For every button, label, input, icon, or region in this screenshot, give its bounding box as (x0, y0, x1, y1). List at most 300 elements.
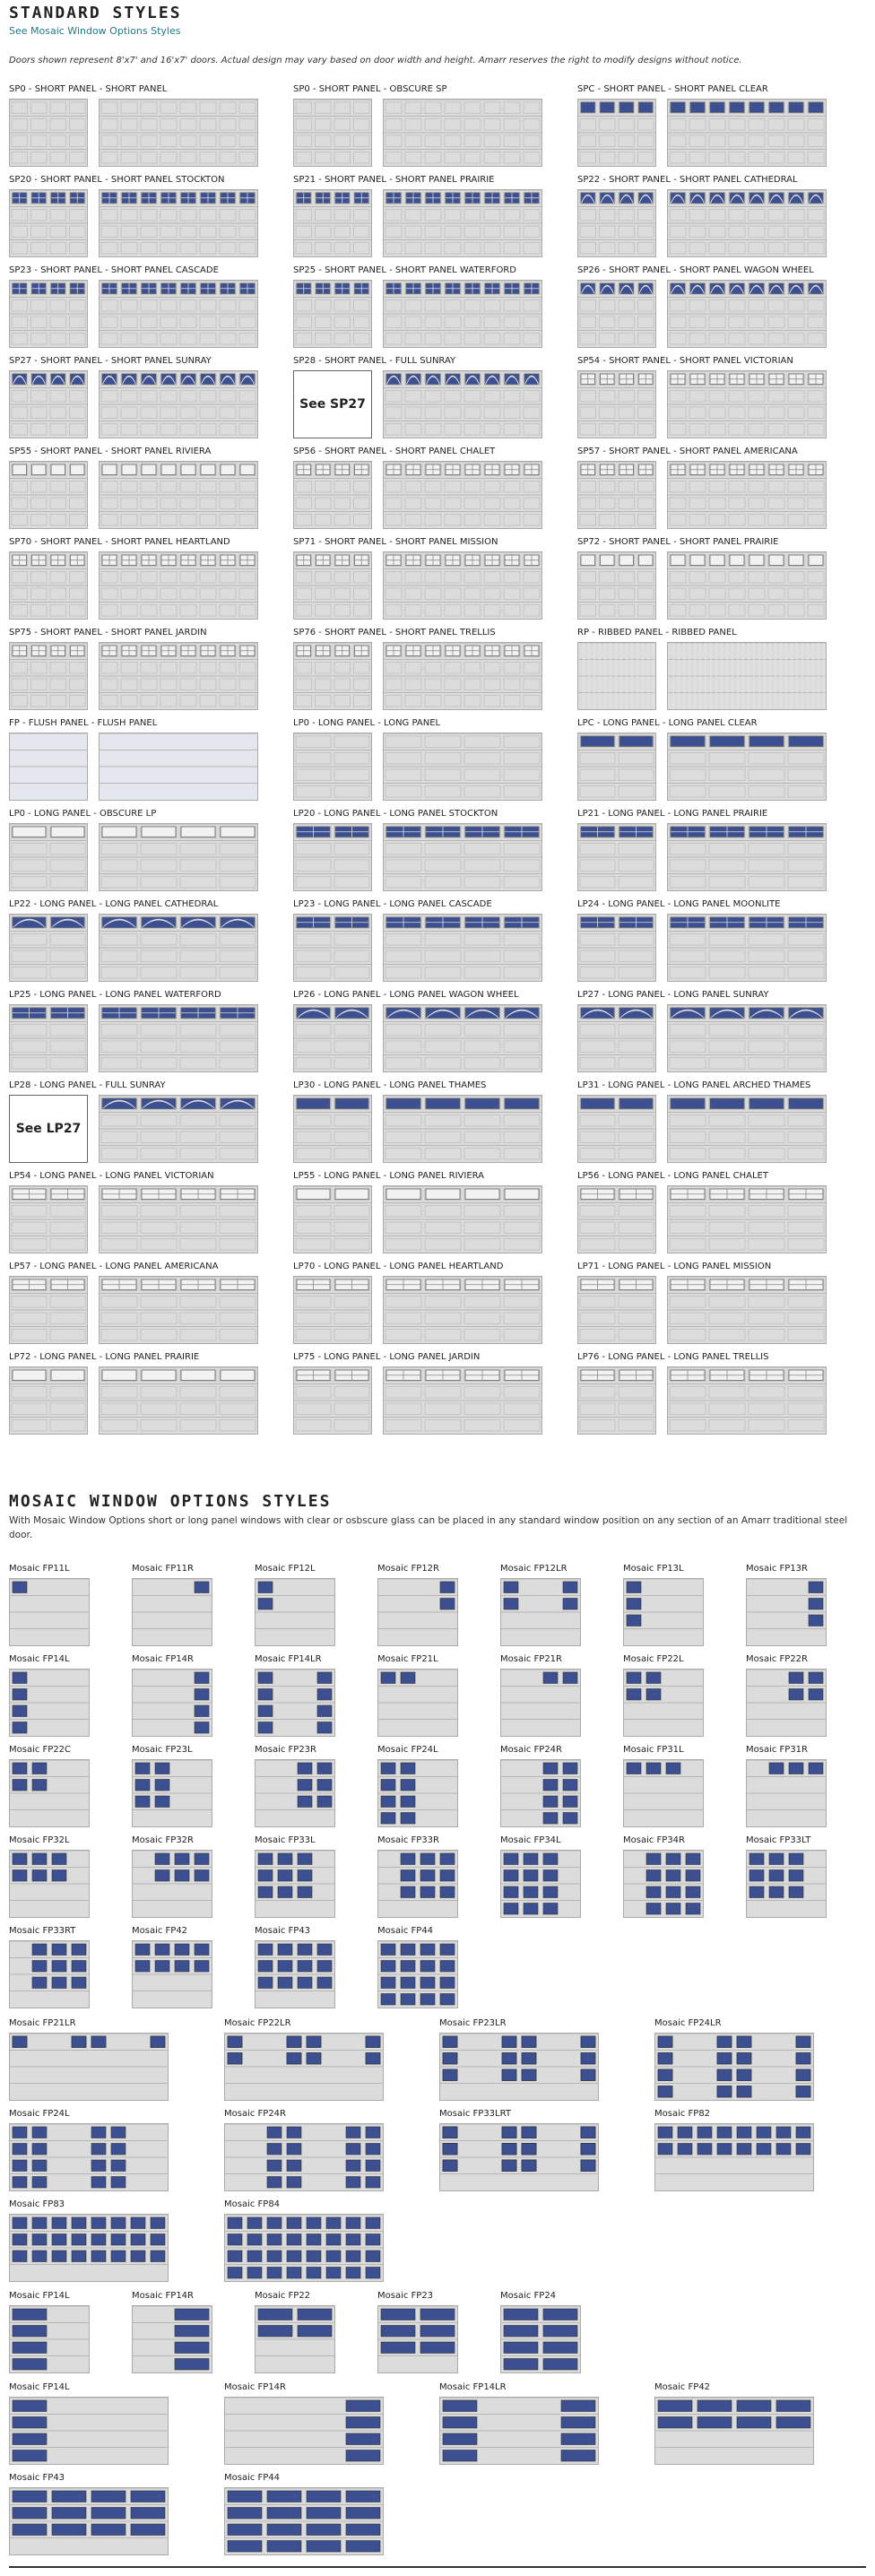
mosaic-door-image (10, 2398, 168, 2464)
mosaic-style-item[interactable] (623, 1835, 707, 1920)
mosaic-door-image (378, 1670, 457, 1736)
single-door (577, 189, 656, 257)
mosaic-style-item[interactable] (9, 2473, 172, 2557)
mosaic-style-label: Mosaic FP12L (255, 1564, 316, 1574)
door-style-item[interactable] (293, 447, 567, 531)
mosaic-style-item[interactable] (9, 1835, 93, 1920)
door-image (384, 1005, 541, 1071)
single-door (293, 1276, 372, 1344)
single-door (577, 823, 656, 891)
mosaic-style-item[interactable] (623, 1564, 707, 1648)
mosaic-style-item[interactable] (439, 2109, 602, 2193)
mosaic-door-image (624, 1670, 703, 1736)
mosaic-door (132, 1940, 212, 2008)
mosaic-door (9, 2487, 169, 2555)
door-image (668, 733, 826, 800)
mosaic-door-image (747, 1579, 826, 1645)
mosaic-door (623, 1759, 704, 1827)
mosaic-door (132, 1850, 212, 1918)
door-image (578, 915, 655, 981)
mosaic-style-item[interactable] (132, 1745, 216, 1829)
door-style-item[interactable] (293, 990, 567, 1074)
mosaic-door-image (256, 2306, 334, 2372)
mosaic-door-image (747, 1851, 826, 1917)
door-image (100, 462, 257, 528)
mosaic-styles-link[interactable]: See Mosaic Window Options Styles (9, 25, 181, 37)
mosaic-door-image (440, 2124, 598, 2190)
door-style-item[interactable] (577, 628, 851, 712)
mosaic-door-image (440, 2034, 598, 2100)
mosaic-style-item[interactable] (654, 2018, 818, 2103)
door-style-item[interactable] (577, 84, 851, 169)
mosaic-door (255, 1759, 335, 1827)
double-door (99, 642, 258, 710)
mosaic-style-item[interactable] (377, 1654, 462, 1739)
mosaic-style-item[interactable] (500, 1745, 585, 1829)
mosaic-door-image (256, 1579, 334, 1645)
door-style-item[interactable] (9, 447, 282, 531)
mosaic-door-image (501, 2306, 580, 2372)
door-style-item[interactable] (9, 628, 282, 712)
door-image (578, 100, 655, 166)
mosaic-style-item[interactable] (377, 1835, 462, 1920)
mosaic-style-label: Mosaic FP32R (132, 1835, 194, 1845)
mosaic-style-item[interactable] (132, 1926, 216, 2010)
single-door (293, 189, 372, 257)
mosaic-door-image (133, 1941, 212, 2008)
double-door (667, 99, 827, 167)
single-door (577, 280, 656, 348)
see-reference[interactable]: See LP27 (9, 1095, 88, 1163)
door-style-label: SP72 - SHORT PANEL - SHORT PANEL PRAIRIE (577, 537, 779, 547)
door-style-item[interactable] (293, 809, 567, 893)
mosaic-style-label: Mosaic FP21L (377, 1654, 438, 1664)
door-style-item[interactable] (9, 84, 282, 169)
door-style-item[interactable] (293, 1080, 567, 1165)
mosaic-style-item[interactable] (255, 1564, 339, 1648)
mosaic-style-label: Mosaic FP11L (9, 1564, 70, 1574)
single-door (293, 823, 372, 891)
double-door (383, 1095, 542, 1163)
double-door (667, 914, 827, 982)
door-style-label: LP20 - LONG PANEL - LONG PANEL STOCKTON (293, 809, 498, 819)
mosaic-style-label: Mosaic FP42 (132, 1926, 188, 1936)
mosaic-style-label: Mosaic FP11R (132, 1564, 194, 1574)
mosaic-style-label: Mosaic FP33LT (746, 1835, 811, 1845)
mosaic-style-label: Mosaic FP14L (9, 1654, 70, 1664)
door-style-item[interactable] (293, 899, 567, 984)
single-door (577, 733, 656, 801)
mosaic-style-item[interactable] (255, 2291, 339, 2375)
mosaic-style-item[interactable] (224, 2382, 387, 2467)
door-style-label: LP21 - LONG PANEL - LONG PANEL PRAIRIE (577, 809, 768, 819)
see-reference[interactable]: See SP27 (293, 370, 372, 438)
mosaic-style-label: Mosaic FP22L (623, 1654, 684, 1664)
door-style-item[interactable] (293, 175, 567, 259)
door-style-label: LP57 - LONG PANEL - LONG PANEL AMERICANA (9, 1262, 219, 1271)
door-style-item[interactable] (9, 990, 282, 1074)
mosaic-door-image (501, 1760, 580, 1826)
door-style-item[interactable] (9, 809, 282, 893)
mosaic-door-image (10, 2306, 89, 2372)
door-image (294, 1186, 371, 1253)
door-image (668, 1005, 826, 1071)
single-door (293, 1095, 372, 1163)
door-image (578, 462, 655, 528)
mosaic-style-item[interactable] (746, 1564, 830, 1648)
door-style-item[interactable] (9, 718, 282, 802)
door-image (578, 824, 655, 890)
mosaic-door (9, 1759, 90, 1827)
door-style-item[interactable] (577, 447, 851, 531)
door-image (10, 1186, 87, 1253)
mosaic-style-item[interactable] (746, 1654, 830, 1739)
door-style-item[interactable] (577, 899, 851, 984)
mosaic-door (9, 1578, 90, 1646)
door-style-item[interactable] (9, 1171, 282, 1255)
door-image (668, 1096, 826, 1162)
door-style-item[interactable] (293, 1171, 567, 1255)
mosaic-door-image (10, 2215, 168, 2281)
door-style-label: LP26 - LONG PANEL - LONG PANEL WAGON WHEEL (293, 990, 519, 1000)
door-style-item[interactable] (9, 356, 282, 440)
double-door (383, 461, 542, 529)
door-image (294, 915, 371, 981)
mosaic-style-item[interactable] (9, 1926, 93, 2010)
door-image (384, 824, 541, 890)
mosaic-door-image (378, 2306, 457, 2372)
mosaic-style-item[interactable] (9, 1564, 93, 1648)
door-image (578, 1367, 655, 1434)
mosaic-style-item[interactable] (377, 1745, 462, 1829)
mosaic-door-image (10, 1579, 89, 1645)
door-style-item[interactable] (293, 1352, 567, 1436)
mosaic-door (377, 1669, 458, 1737)
door-style-item[interactable] (9, 1080, 282, 1165)
mosaic-styles-heading: MOSAIC WINDOW OPTIONS STYLES (9, 1492, 332, 1511)
door-style-item[interactable] (9, 175, 282, 259)
mosaic-door-image (378, 1760, 457, 1826)
door-style-label: LPC - LONG PANEL - LONG PANEL CLEAR (577, 718, 758, 728)
double-door (99, 733, 258, 801)
door-style-item[interactable] (577, 175, 851, 259)
mosaic-style-item[interactable] (654, 2382, 818, 2467)
mosaic-intro: With Mosaic Window Options short or long panel windows with clear or osbscure glass can be placed in any standard window position on any section of an Amarr traditional steel door. (9, 1515, 848, 1540)
mosaic-style-item[interactable] (9, 2109, 172, 2193)
door-image (100, 1277, 257, 1343)
door-image (384, 281, 541, 347)
mosaic-style-label: Mosaic FP84 (224, 2199, 281, 2209)
door-style-label: SP20 - SHORT PANEL - SHORT PANEL STOCKTON (9, 175, 225, 185)
single-door (577, 914, 656, 982)
mosaic-style-label: Mosaic FP12R (377, 1564, 439, 1574)
door-style-item[interactable] (293, 537, 567, 621)
mosaic-style-item[interactable] (377, 2291, 462, 2375)
door-style-label: LP55 - LONG PANEL - LONG PANEL RIVIERA (293, 1171, 485, 1181)
double-door (99, 280, 258, 348)
single-door (577, 551, 656, 620)
door-image (294, 281, 371, 347)
double-door (383, 733, 542, 801)
single-door (577, 1276, 656, 1344)
mosaic-door (9, 2033, 169, 2101)
door-image (578, 1277, 655, 1343)
door-image (578, 1186, 655, 1253)
door-style-label: SP21 - SHORT PANEL - SHORT PANEL PRAIRIE (293, 175, 495, 185)
mosaic-door-image (10, 1851, 89, 1917)
mosaic-door-image (378, 1579, 457, 1645)
door-style-item[interactable] (577, 990, 851, 1074)
door-style-item[interactable] (9, 1262, 282, 1346)
mosaic-style-item[interactable] (132, 1564, 216, 1648)
single-door (9, 280, 88, 348)
mosaic-style-label: Mosaic FP14R (224, 2382, 286, 2392)
mosaic-style-item[interactable] (377, 1564, 462, 1648)
single-door (577, 1004, 656, 1072)
mosaic-style-label: Mosaic FP21LR (9, 2018, 76, 2028)
double-door (99, 1185, 258, 1253)
mosaic-door-image (225, 2124, 383, 2190)
mosaic-style-item[interactable] (224, 2018, 387, 2103)
mosaic-door (654, 2033, 814, 2101)
door-image (100, 733, 257, 800)
door-style-item[interactable] (293, 1262, 567, 1346)
door-style-label: SP27 - SHORT PANEL - SHORT PANEL SUNRAY (9, 356, 212, 366)
door-image (10, 643, 87, 709)
door-image (294, 552, 371, 619)
door-image (384, 371, 541, 438)
single-door (293, 642, 372, 710)
mosaic-door-image (133, 1760, 212, 1826)
door-image (294, 100, 371, 166)
single-door (9, 189, 88, 257)
mosaic-door (746, 1759, 827, 1827)
door-image (578, 552, 655, 619)
single-door (577, 99, 656, 167)
mosaic-style-item[interactable] (439, 2018, 602, 2103)
mosaic-style-item[interactable] (9, 2291, 93, 2375)
door-image (10, 915, 87, 981)
door-image (384, 1186, 541, 1253)
door-image (100, 100, 257, 166)
mosaic-style-item[interactable] (224, 2473, 387, 2557)
single-door (9, 1366, 88, 1435)
mosaic-door-image (624, 1760, 703, 1826)
door-style-item[interactable] (577, 1171, 851, 1255)
mosaic-style-item[interactable] (746, 1835, 830, 1920)
door-image (384, 1367, 541, 1434)
mosaic-style-item[interactable] (132, 1654, 216, 1739)
bottom-divider (9, 2566, 866, 2568)
mosaic-style-label: Mosaic FP83 (9, 2199, 65, 2209)
mosaic-style-item[interactable] (500, 2291, 585, 2375)
mosaic-door (746, 1578, 827, 1646)
single-door (577, 1185, 656, 1253)
mosaic-door-image (225, 2398, 383, 2464)
mosaic-style-label: Mosaic FP23 (377, 2291, 434, 2301)
door-style-item[interactable] (577, 265, 851, 350)
double-door (383, 280, 542, 348)
double-door (667, 461, 827, 529)
double-door (383, 370, 542, 438)
mosaic-style-item[interactable] (654, 2109, 818, 2193)
mosaic-style-item[interactable] (623, 1745, 707, 1829)
door-style-label: LP56 - LONG PANEL - LONG PANEL CHALET (577, 1171, 768, 1181)
door-image (100, 190, 257, 256)
mosaic-style-item[interactable] (500, 1835, 585, 1920)
mosaic-style-item[interactable] (255, 1654, 339, 1739)
door-image (10, 1277, 87, 1343)
single-door (293, 551, 372, 620)
door-image (100, 915, 257, 981)
door-image (294, 1096, 371, 1162)
door-image (10, 733, 87, 800)
mosaic-door (623, 1850, 704, 1918)
door-image (668, 462, 826, 528)
double-door (99, 99, 258, 167)
mosaic-door (500, 1759, 581, 1827)
mosaic-door (500, 1850, 581, 1918)
double-door (99, 1095, 258, 1163)
door-style-label: LP24 - LONG PANEL - LONG PANEL MOONLITE (577, 899, 781, 909)
mosaic-style-label: Mosaic FP42 (654, 2382, 711, 2392)
double-door (667, 823, 827, 891)
door-style-item[interactable] (9, 265, 282, 350)
single-door (577, 1366, 656, 1435)
door-style-item[interactable] (293, 718, 567, 802)
door-style-label: SP71 - SHORT PANEL - SHORT PANEL MISSION (293, 537, 498, 547)
door-style-item[interactable] (577, 1080, 851, 1165)
mosaic-door-image (10, 2488, 168, 2554)
mosaic-door-image (378, 1941, 457, 2008)
door-image (100, 1367, 257, 1434)
mosaic-door (500, 1669, 581, 1737)
mosaic-style-item[interactable] (623, 1654, 707, 1739)
mosaic-style-item[interactable] (9, 2018, 172, 2103)
mosaic-style-item[interactable] (132, 1835, 216, 1920)
mosaic-style-item[interactable] (746, 1745, 830, 1829)
mosaic-door-image (747, 1670, 826, 1736)
mosaic-door (500, 2305, 581, 2373)
mosaic-style-item[interactable] (132, 2291, 216, 2375)
door-image (668, 281, 826, 347)
door-style-item[interactable] (293, 628, 567, 712)
door-style-label: SP23 - SHORT PANEL - SHORT PANEL CASCADE (9, 265, 219, 275)
mosaic-door-image (378, 1851, 457, 1917)
mosaic-door (132, 1759, 212, 1827)
double-door (667, 1004, 827, 1072)
double-door (667, 1095, 827, 1163)
mosaic-door (623, 1578, 704, 1646)
mosaic-style-item[interactable] (9, 1654, 93, 1739)
mosaic-door (224, 2397, 384, 2465)
mosaic-door (255, 2305, 335, 2373)
mosaic-style-label: Mosaic FP12LR (500, 1564, 567, 1574)
double-door (667, 1276, 827, 1344)
door-style-item[interactable] (293, 84, 567, 169)
door-style-item[interactable] (9, 1352, 282, 1436)
door-style-item[interactable] (577, 718, 851, 802)
door-image (10, 190, 87, 256)
door-style-item[interactable] (577, 356, 851, 440)
door-image (578, 281, 655, 347)
double-door (667, 189, 827, 257)
mosaic-style-item[interactable] (255, 1835, 339, 1920)
door-style-item[interactable] (577, 537, 851, 621)
mosaic-door (255, 1850, 335, 1918)
door-style-label: LP27 - LONG PANEL - LONG PANEL SUNRAY (577, 990, 769, 1000)
door-image (294, 643, 371, 709)
single-door (577, 1095, 656, 1163)
mosaic-style-item[interactable] (255, 1926, 339, 2010)
mosaic-style-item[interactable] (9, 1745, 93, 1829)
mosaic-style-item[interactable] (9, 2382, 172, 2467)
mosaic-style-item[interactable] (9, 2199, 172, 2284)
single-door (293, 99, 372, 167)
mosaic-style-item[interactable] (500, 1564, 585, 1648)
mosaic-style-item[interactable] (500, 1654, 585, 1739)
door-style-item[interactable] (9, 537, 282, 621)
door-style-item[interactable] (577, 809, 851, 893)
door-image (578, 733, 655, 800)
mosaic-door-image (225, 2488, 383, 2554)
door-style-item[interactable] (9, 899, 282, 984)
double-door (99, 914, 258, 982)
mosaic-style-label: Mosaic FP43 (255, 1926, 311, 1936)
mosaic-style-item[interactable] (439, 2382, 602, 2467)
door-style-label: LP71 - LONG PANEL - LONG PANEL MISSION (577, 1262, 772, 1271)
door-style-label: LP0 - LONG PANEL - OBSCURE LP (9, 809, 157, 819)
mosaic-style-label: Mosaic FP24LR (654, 2018, 722, 2028)
door-style-item[interactable] (293, 356, 567, 440)
single-door (9, 1276, 88, 1344)
mosaic-style-item[interactable] (255, 1745, 339, 1829)
door-style-item[interactable] (293, 265, 567, 350)
door-image (100, 824, 257, 890)
mosaic-door (746, 1669, 827, 1737)
mosaic-door (377, 1759, 458, 1827)
double-door (667, 551, 827, 620)
double-door (99, 189, 258, 257)
mosaic-door (9, 2305, 90, 2373)
door-image (578, 190, 655, 256)
mosaic-style-item[interactable] (224, 2109, 387, 2193)
mosaic-door (132, 1578, 212, 1646)
door-image (578, 1005, 655, 1071)
door-image (294, 190, 371, 256)
door-image (100, 643, 257, 709)
mosaic-style-label: Mosaic FP24R (500, 1745, 562, 1755)
mosaic-door (377, 1578, 458, 1646)
door-style-label: LP25 - LONG PANEL - LONG PANEL WATERFORD (9, 990, 221, 1000)
mosaic-door-image (10, 1670, 89, 1736)
door-image (668, 190, 826, 256)
door-style-label: SP54 - SHORT PANEL - SHORT PANEL VICTORIAN (577, 356, 793, 366)
door-style-item[interactable] (577, 1352, 851, 1436)
mosaic-door-image (10, 1941, 89, 2008)
door-style-label: SP76 - SHORT PANEL - SHORT PANEL TRELLIS (293, 628, 496, 637)
double-door (99, 1004, 258, 1072)
mosaic-door (9, 2214, 169, 2282)
door-image (10, 824, 87, 890)
door-image (668, 1277, 826, 1343)
door-style-item[interactable] (577, 1262, 851, 1346)
single-door (293, 914, 372, 982)
mosaic-style-item[interactable] (224, 2199, 387, 2284)
mosaic-style-item[interactable] (377, 1926, 462, 2010)
mosaic-door-image (256, 1851, 334, 1917)
door-image (668, 552, 826, 619)
